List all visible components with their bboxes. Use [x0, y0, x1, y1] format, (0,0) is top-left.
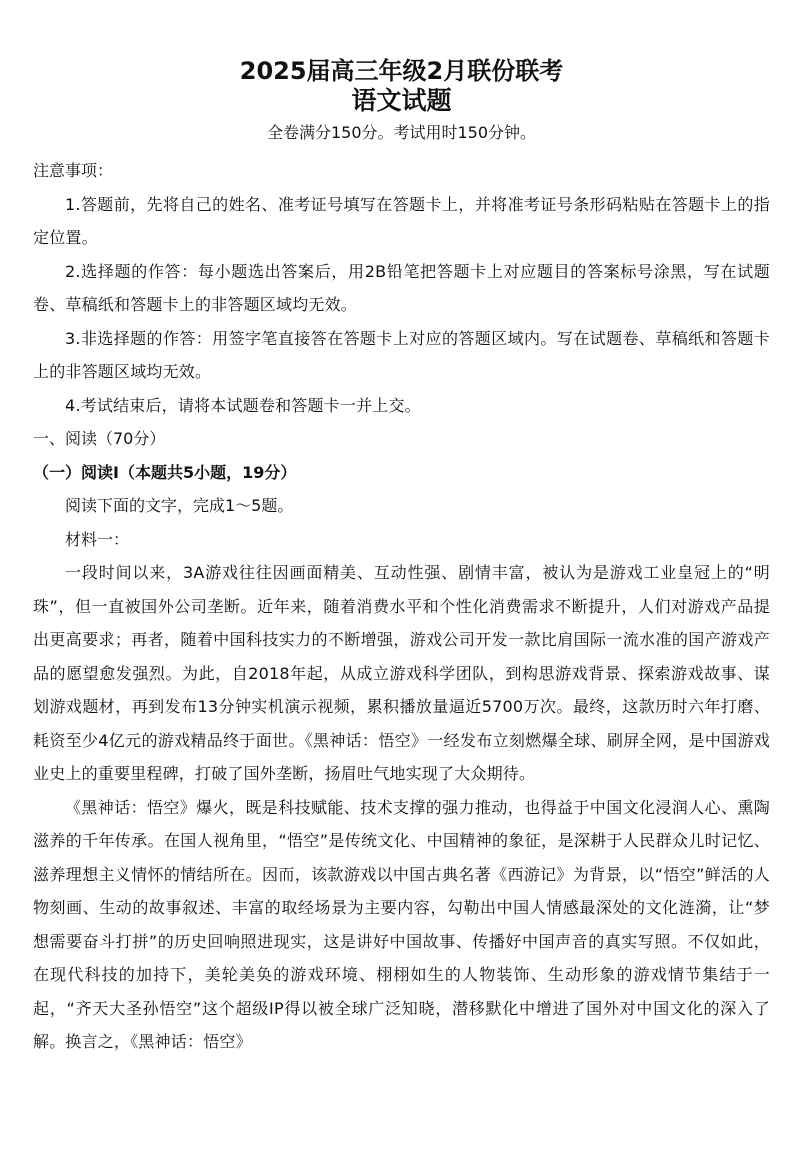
part-heading: （一）阅读Ⅰ（本题共5小题，19分） — [33, 462, 297, 482]
notes-heading: 注意事项： — [33, 161, 114, 180]
material-paragraph: 《黑神话：悟空》爆火，既是科技赋能、技术支撑的强力推动，也得益于中国文化浸润人心、熏陶滋养的千年传承。在国人视角里，“悟空”是传统文化、中国精神的象征，是深耕于人民群众儿时记忆、滋养理想主义情怀的情结所在。因而，该款游戏以中国古典名著《西游记》为背景，以“悟空”鲜活的人物刻画、生动的故事叙述、丰富的取经场景为主要内容，勾勒出中国人情感最深处的文化涟漪，让“梦想需要奋斗打拼”的历史回响照进现实，这是讲好中国故事、传播好中国声音的真实写照。不仅如此，在现代科技的加持下，美轮美奂的游戏环境、栩栩如生的人物装饰、生动形象的游戏情节集结于一起，“齐天大圣孙悟空”这个超级IP得以被全球广泛知晓，潜移默化中增进了国外对中国文化的深入了解。换言之，《黑神话：悟空》 — [33, 797, 770, 1051]
exam-title: 2025届高三年级2月联份联考 — [239, 57, 564, 85]
material-label: 材料一： — [65, 529, 130, 549]
note-item: 4.考试结束后，请将本试题卷和答题卡一并上交。 — [65, 395, 421, 415]
material-paragraph: 一段时间以来，3A游戏往往因画面精美、互动性强、剧情丰富，被认为是游戏工业皇冠上的“明珠”，但一直被国外公司垄断。近年来，随着消费水平和个性化消费需求不断提升，人们对游戏产品提出更高要求；再者，随着中国科技实力的不断增强，游戏公司开发一款比肩国际一流水准的国产游戏产品的愿望愈发强烈。为此，自2018年起，从成立游戏科学团队，到构思游戏背景、探索游戏故事、谋划游戏题材，再到发布13分钟实机演示视频，累积播放量逼近5700万次。最终，这款历时六年打磨、耗资至少4亿元的游戏精品终于面世。《黑神话：悟空》一经发布立刻燃爆全球、刷屏全网，是中国游戏业史上的重要里程碑，打破了国外垄断，扬眉吐气地实现了大众期待。 — [33, 563, 770, 783]
note-item: 2.选择题的作答：每小题选出答案后，用2B铅笔把答题卡上对应题目的答案标号涂黑，写在试题卷、草稿纸和答题卡上的非答题区域均无效。 — [33, 261, 770, 314]
subject-title: 语文试题 — [351, 86, 452, 115]
note-item: 3.非选择题的作答：用签字笔直接答在答题卡上对应的答题区域内。写在试题卷、草稿纸和答题卡上的非答题区域均无效。 — [33, 328, 770, 381]
section-heading: 一、阅读（70分） — [33, 429, 166, 448]
exam-info: 全卷满分150分。考试用时150分钟。 — [266, 123, 537, 142]
reading-instruction: 阅读下面的文字，完成1～5题。 — [65, 496, 294, 515]
note-item: 1.答题前，先将自己的姓名、准考证号填写在答题卡上，并将准考证号条形码粘贴在答题卡上的指定位置。 — [33, 194, 770, 247]
